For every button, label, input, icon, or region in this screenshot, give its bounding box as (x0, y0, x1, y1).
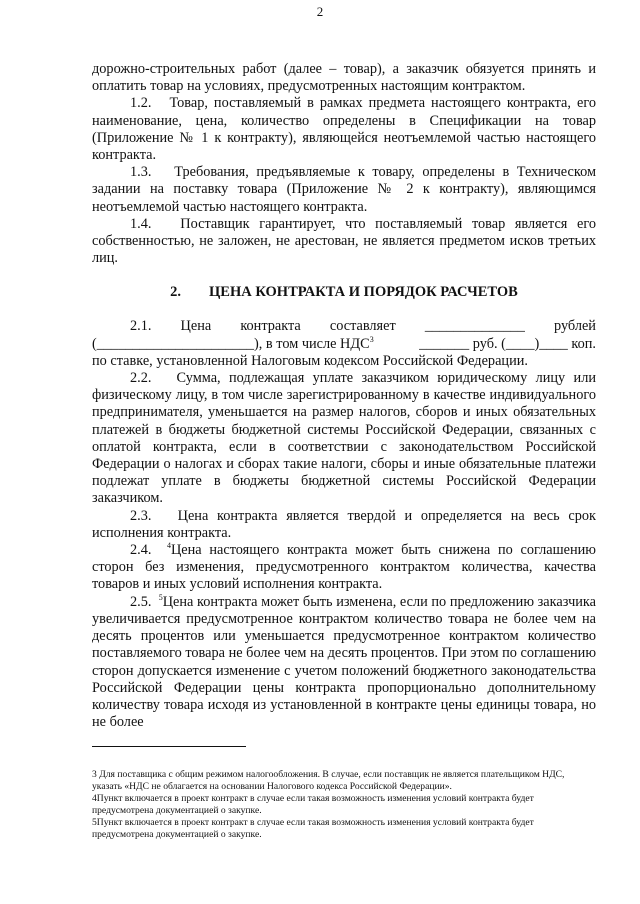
footnote-ref-5: 5 (158, 592, 163, 602)
paragraph-1-3: 1.3. Требования, предъявляемые к товару, определены в Техническом задании на поставку товара (Приложение № 2 к контракту), являющимся неотъемлемой частью настоящего контракта. (92, 164, 596, 215)
footnote-separator (92, 746, 246, 747)
document-body (92, 61, 596, 731)
page-number: 2 (316, 4, 324, 19)
footnote-5: 5Пункт включается в проект контракт в случае если такая возможность изменения условий контракта будет предусмотрена документацией о закупке. (92, 817, 534, 841)
paragraph-1-1-continuation: дорожно-строительных работ (далее – товар), а заказчик обязуется принять и оплатить товар на условиях, предусмотренных настоящим контрактом. (92, 61, 596, 95)
price-words-blank: (______________________), в том числе НДС (92, 335, 370, 352)
price-blank: ______________ (424, 318, 525, 335)
paragraph-2-4: 2.4. $^4$Цена настоящего контракта может быть снижена по соглашению сторон без изменения, предусмотренного контрактом количества, качества товаров и иных условий исполнения контракта. (92, 541, 596, 593)
paragraph-2-3: 2.3. Цена контракта является твердой и определяется на весь срок исполнения контракта. (92, 507, 596, 541)
vat-amount-blank: _______ руб. (____)____ коп. (419, 335, 596, 352)
footnote-3: 3 Для поставщика с общим режимом налогообложения. В случае, если поставщик не является плательщиком НДС, указать «НДС не облагается на основании Налогового кодекса Российской Федерации». (92, 769, 565, 793)
paragraph-2-1 (92, 318, 596, 370)
paragraph-2-2: 2.2. Сумма, подлежащая уплате заказчиком юридическому лицу или физическому лицу, в том числе зарегистрированному в качестве индивидуального предпринимателя, уменьшается на размер налогов, сборов и иных обязательных платежей в бюджеты бюджетной системы Российской Федерации, связанных с оплатой контракта, если в соответствии с законодательством Российской Федерации о налогах и сборах такие налоги, сборы и иные обязательные платежи подлежат уплате в бюджеты бюджетной системы Российской Федерации заказчиком. (92, 370, 596, 507)
paragraph-2-1-line-3: по ставке, установленной Налоговым кодексом Российской Федерации. (92, 352, 528, 369)
paragraph-1-4: 1.4. Поставщик гарантирует, что поставляемый товар является его собственностью, не заложен, не арестован, не является предметом исков третьих лиц. (92, 215, 596, 267)
section-number: 2. (170, 284, 182, 301)
paragraph-2-1-line-2 (92, 336, 596, 353)
footnote-4: 4Пункт включается в проект контракт в случае если такая возможность изменения условий контракта будет предусмотрена документацией о закупке. (92, 793, 534, 817)
word: контракта (240, 318, 301, 335)
spacer (92, 267, 596, 284)
footnote-ref-4: 4 (166, 541, 171, 551)
section-heading (92, 284, 596, 301)
footnotes (92, 769, 596, 842)
word: рублей (553, 318, 596, 335)
clause-number: 2.1. (130, 318, 152, 335)
section-title: ЦЕНА КОНТРАКТА И ПОРЯДОК РАСЧЕТОВ (209, 284, 518, 301)
spacer (92, 301, 596, 318)
footnote-ref-3: 3 (369, 334, 374, 344)
paragraph-2-5: 2.5. $^5$Цена контракта может быть изменена, если по предложению заказчика увеличивается предусмотренное контрактом количество товара не более чем на десять процентов или уменьшается предусмотренное контрактом количество поставляемого товара не более чем на десять процентов. При этом по соглашению сторон допускается изменение с учетом положений бюджетного законодательства Российской Федерации цены контракта пропорционально дополнительному количеству товара исходя из установленной в контракте цены единицы товара, но не более (92, 592, 596, 731)
word: Цена (180, 318, 212, 335)
word: составляет (329, 318, 396, 335)
paragraph-1-2: 1.2. Товар, поставляемый в рамках предмета настоящего контракта, его наименование, цена, количество определены в Спецификации на товар (Приложение № 1 к контракту), являющейся неотъемлемой частью настоящего контракта. (92, 95, 596, 164)
paragraph-2-1-line-1 (92, 318, 596, 335)
